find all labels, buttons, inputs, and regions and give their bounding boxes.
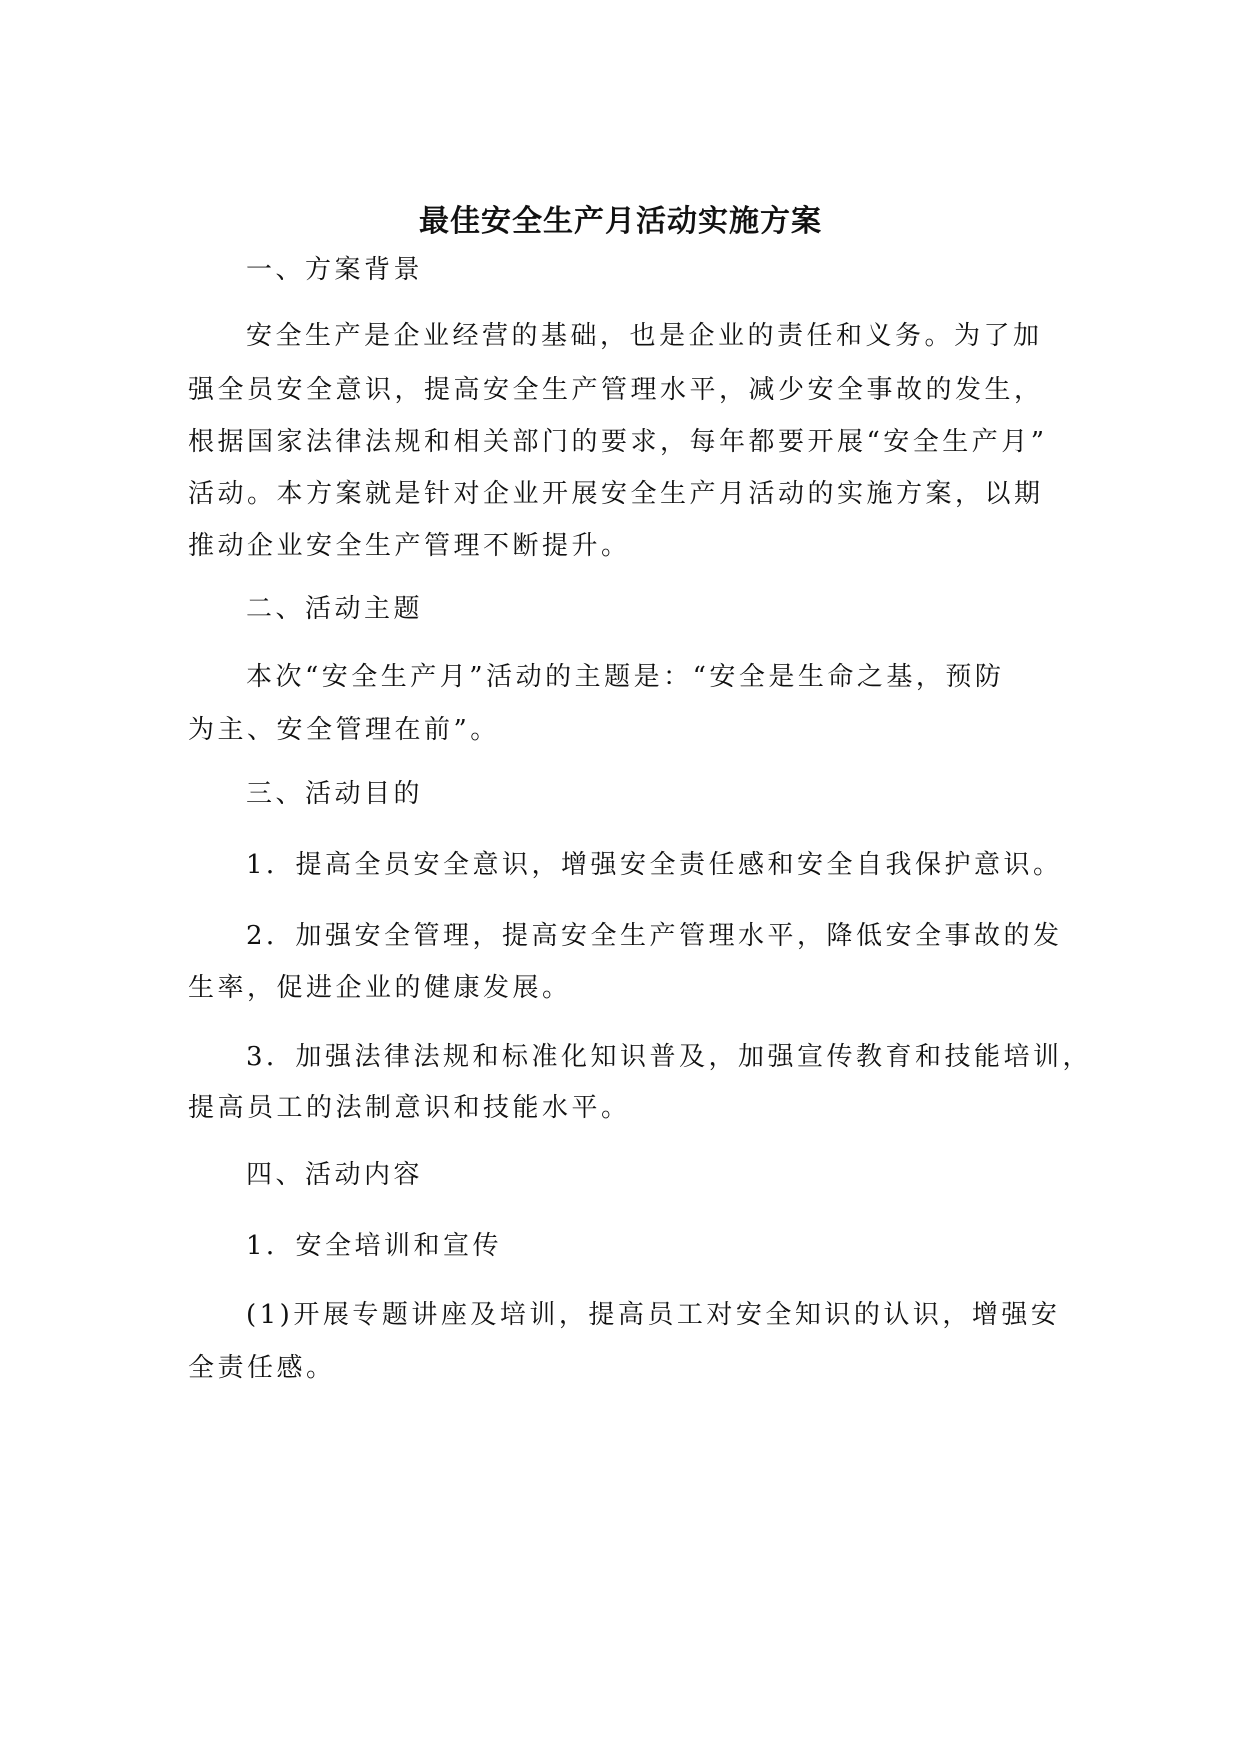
paragraph-line: 为主、安全管理在前”。 <box>188 715 500 745</box>
section-heading-purpose: 三、活动目的 <box>246 779 424 809</box>
list-item-line: 生率，促进企业的健康发展。 <box>188 973 572 1003</box>
paragraph-line: 根据国家法律法规和相关部门的要求，每年都要开展“安全生产月” <box>188 427 1048 457</box>
paragraph-line: 本次“安全生产月”活动的主题是：“安全是生命之基，预防 <box>246 662 1005 692</box>
section-heading-content: 四、活动内容 <box>246 1160 424 1190</box>
list-item-line: 2．加强安全管理，提高安全生产管理水平，降低安全事故的发 <box>246 921 1063 951</box>
document-title: 最佳安全生产月活动实施方案 <box>419 204 822 240</box>
subsection-heading: 1．安全培训和宣传 <box>246 1231 503 1261</box>
paragraph-line: 安全生产是企业经营的基础，也是企业的责任和义务。为了加 <box>246 321 1043 351</box>
list-item-line: 全责任感。 <box>188 1353 336 1383</box>
paragraph-line: 活动。本方案就是针对企业开展安全生产月活动的实施方案，以期 <box>188 479 1044 509</box>
list-item-line: 1．提高全员安全意识，增强安全责任感和安全自我保护意识。 <box>246 850 1063 880</box>
section-heading-theme: 二、活动主题 <box>246 594 424 624</box>
paragraph-line: 强全员安全意识，提高安全生产管理水平，减少安全事故的发生， <box>188 375 1044 405</box>
section-heading-background: 一、方案背景 <box>246 255 424 285</box>
list-item-line: 提高员工的法制意识和技能水平。 <box>188 1093 631 1123</box>
list-item-line: 3．加强法律法规和标准化知识普及，加强宣传教育和技能培训， <box>246 1042 1093 1072</box>
list-item-line: (1)开展专题讲座及培训，提高员工对安全知识的认识，增强安 <box>246 1300 1061 1330</box>
paragraph-line: 推动企业安全生产管理不断提升。 <box>188 531 631 561</box>
